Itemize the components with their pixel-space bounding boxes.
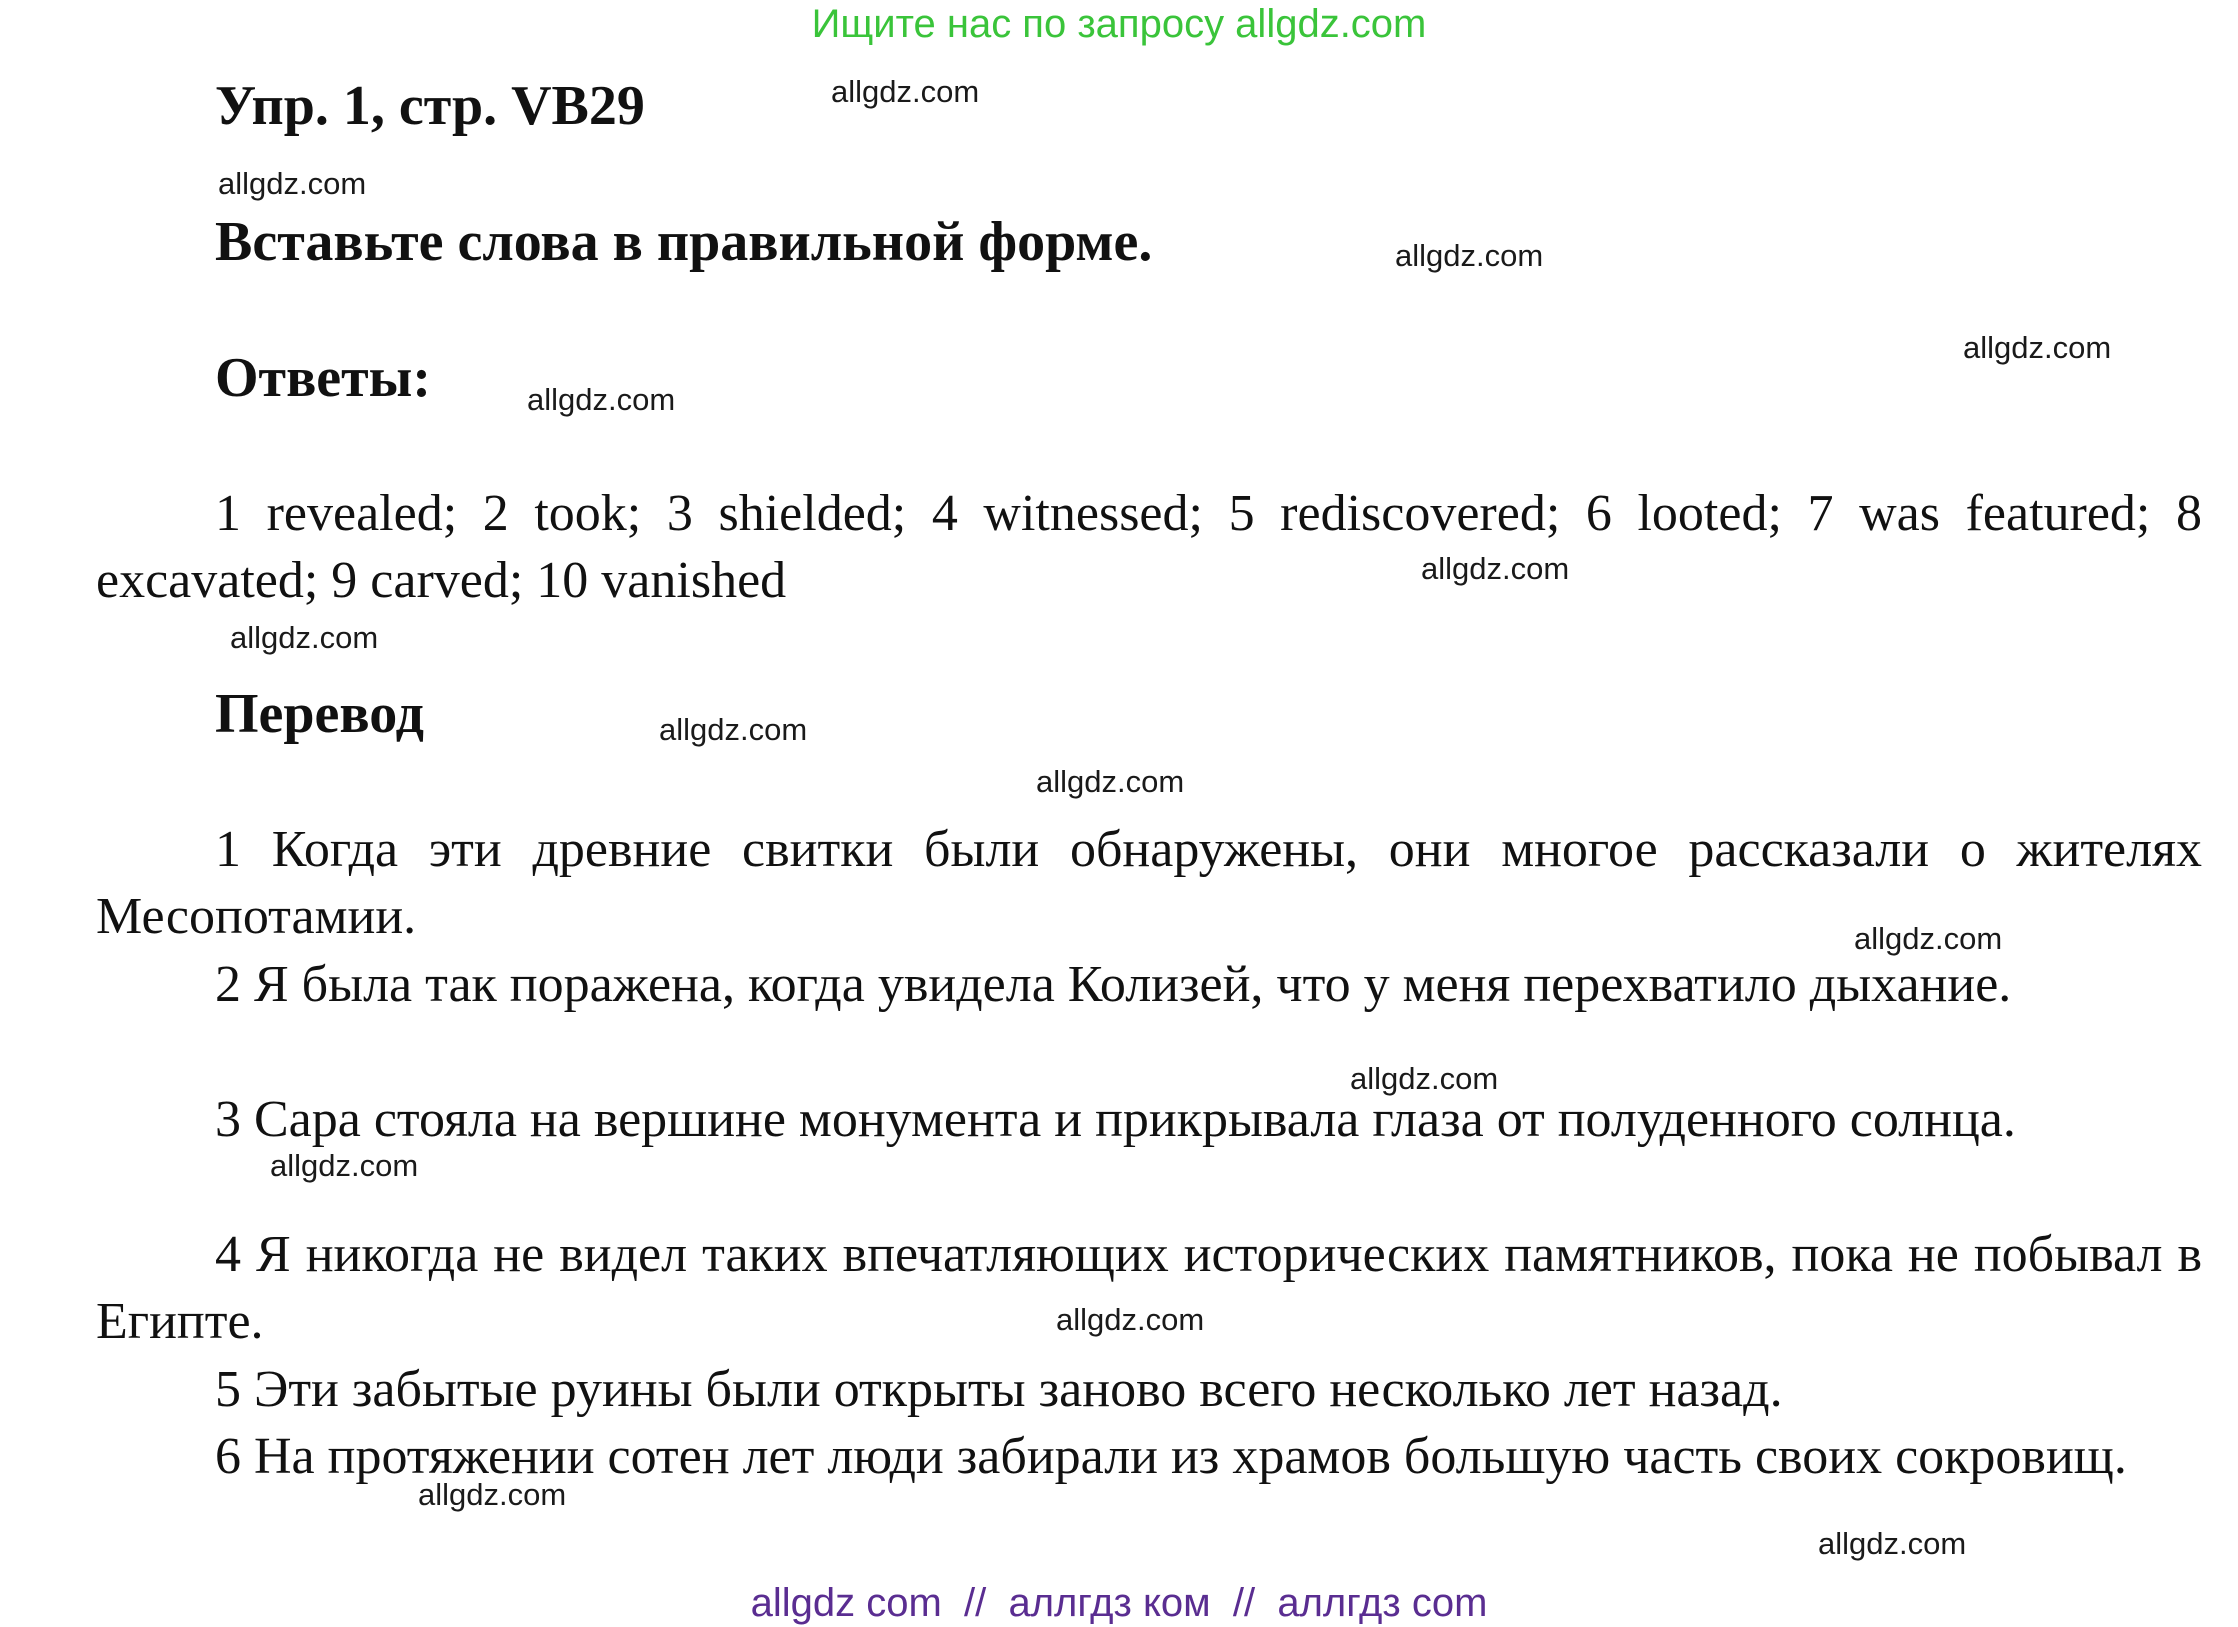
watermark: allgdz.com [527, 382, 676, 417]
instruction-heading: Вставьте слова в правильной форме. [215, 211, 1153, 273]
translation-item-1: 1 Когда эти древние свитки были обнаружены, они многое рассказали о жителях Месопотамии. [96, 821, 2202, 945]
watermark: allgdz.com [218, 166, 367, 201]
watermark: allgdz.com [1056, 1302, 1205, 1337]
watermark: allgdz.com [1395, 238, 1544, 273]
watermark: allgdz.com [1818, 1526, 1967, 1561]
bottom-banner: allgdz com // аллгдз ком // аллгдз com [750, 1581, 1488, 1625]
translation-heading: Перевод [215, 683, 424, 745]
watermark: allgdz.com [1421, 551, 1570, 586]
translation-item-4: 4 Я никогда не видел таких впечатляющих исторических памятников, пока не побывал в Египте. [96, 1226, 2202, 1350]
translation-item-6: 6 На протяжении сотен лет люди забирали из храмов большую часть своих сокровищ. [215, 1428, 2127, 1485]
watermark: allgdz.com [1036, 764, 1185, 799]
watermark: allgdz.com [1854, 921, 2003, 956]
watermark: allgdz.com [831, 74, 980, 109]
exercise-title: Упр. 1, стр. VB29 [215, 75, 645, 137]
answers-text: 1 revealed; 2 took; 3 shielded; 4 witnessed; 5 rediscovered; 6 looted; 7 was featured; 8 excavated; 9 carved; 10 vanished [96, 485, 2202, 609]
watermark: allgdz.com [659, 712, 808, 747]
top-banner: Ищите нас по запросу allgdz.com [811, 2, 1427, 46]
watermark: allgdz.com [230, 620, 379, 655]
translation-item-3: 3 Сара стояла на вершине монумента и прикрывала глаза от полуденного солнца. [215, 1091, 2016, 1148]
watermark: allgdz.com [1963, 330, 2112, 365]
translation-item-2: 2 Я была так поражена, когда увидела Колизей, что у меня перехватило дыхание. [215, 956, 2012, 1013]
answers-heading: Ответы: [215, 347, 432, 409]
translation-item-5: 5 Эти забытые руины были открыты заново всего несколько лет назад. [215, 1361, 1783, 1418]
watermark: allgdz.com [270, 1148, 419, 1183]
watermark: allgdz.com [418, 1477, 567, 1512]
watermark: allgdz.com [1350, 1061, 1499, 1096]
